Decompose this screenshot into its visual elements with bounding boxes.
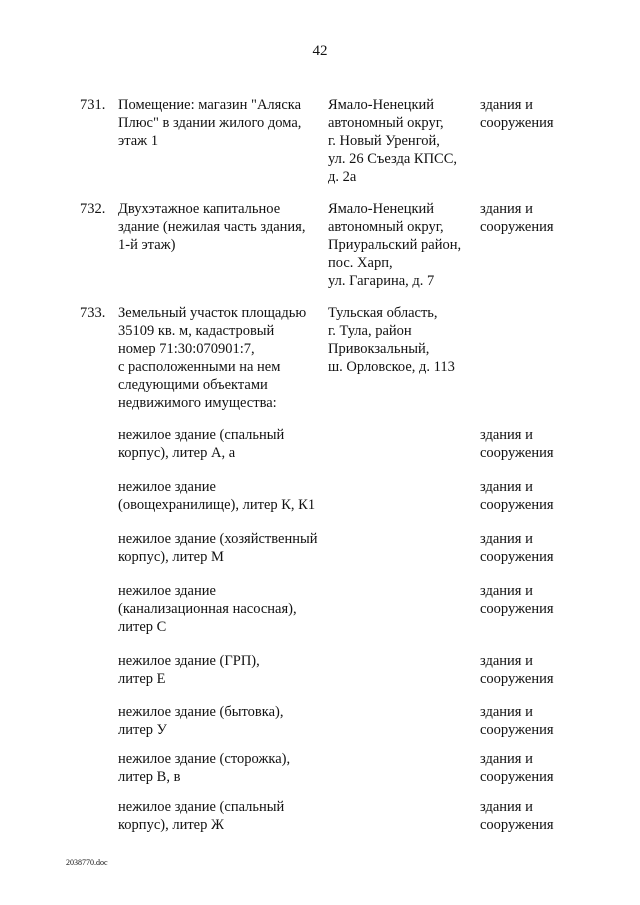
- description-line: нежилое здание (бытовка),: [118, 704, 284, 720]
- description-line: корпус), литер М: [118, 549, 224, 565]
- category-line: здания и: [480, 799, 533, 815]
- address-line: пос. Харп,: [328, 255, 393, 271]
- sub-item-description: [118, 652, 328, 688]
- sub-item-description: [118, 530, 328, 566]
- address-line: г. Тула, район: [328, 323, 412, 339]
- description-line: (канализационная насосная),: [118, 601, 297, 617]
- description-line: Двухэтажное капитальное: [118, 201, 281, 217]
- address-line: ул. Гагарина, д. 7: [328, 273, 435, 289]
- category-line: сооружения: [480, 722, 554, 738]
- sub-item-description: [118, 582, 328, 636]
- entry-description: [118, 304, 328, 412]
- description-line: литер Е: [118, 671, 166, 687]
- description-line: с расположенными на нем: [118, 359, 281, 375]
- entry-description: [118, 200, 328, 254]
- address-line: Тульская область,: [328, 305, 438, 321]
- category-line: здания и: [480, 583, 533, 599]
- address-line: Ямало-Ненецкий: [328, 201, 435, 217]
- description-line: корпус), литер А, а: [118, 445, 236, 461]
- entry-number: 732.: [80, 201, 106, 217]
- category-line: сооружения: [480, 601, 554, 617]
- sub-item-category: [480, 750, 580, 786]
- description-line: Плюс" в здании жилого дома,: [118, 115, 302, 131]
- description-line: нежилое здание (спальный: [118, 427, 285, 443]
- category-line: здания и: [480, 653, 533, 669]
- description-line: (овощехранилище), литер К, К1: [118, 497, 316, 513]
- description-line: этаж 1: [118, 133, 159, 149]
- address-line: Привокзальный,: [328, 341, 430, 357]
- sub-item-category: [480, 426, 580, 462]
- sub-item-description: [118, 703, 328, 739]
- description-line: номер 71:30:070901:7,: [118, 341, 255, 357]
- page-number: 42: [312, 43, 328, 59]
- address-line: Приуральский район,: [328, 237, 462, 253]
- entry-description: [118, 96, 328, 150]
- category-line: сооружения: [480, 497, 554, 513]
- entry-address: [328, 304, 478, 376]
- entry-number: 733.: [80, 305, 106, 321]
- sub-item-description: [118, 750, 328, 786]
- description-line: литер С: [118, 619, 167, 635]
- description-line: недвижимого имущества:: [118, 395, 277, 411]
- sub-item-description: [118, 478, 328, 514]
- sub-item-category: [480, 582, 580, 618]
- category-line: здания и: [480, 479, 533, 495]
- category-line: здания и: [480, 531, 533, 547]
- entry-number: 731.: [80, 97, 106, 113]
- category-line: здания и: [480, 201, 533, 217]
- address-line: д. 2а: [328, 169, 357, 185]
- document-filename: 2038770.doc: [66, 858, 108, 867]
- address-line: автономный округ,: [328, 219, 444, 235]
- entry-category: [480, 96, 580, 132]
- entry-category: [480, 200, 580, 236]
- description-line: литер В, в: [118, 769, 181, 785]
- description-line: Помещение: магазин "Аляска: [118, 97, 302, 113]
- sub-item-category: [480, 478, 580, 514]
- sub-item-description: [118, 798, 328, 834]
- address-line: Ямало-Ненецкий: [328, 97, 435, 113]
- sub-item-category: [480, 652, 580, 688]
- description-line: Земельный участок площадью: [118, 305, 307, 321]
- category-line: сооружения: [480, 445, 554, 461]
- description-line: нежилое здание (спальный: [118, 799, 285, 815]
- description-line: корпус), литер Ж: [118, 817, 224, 833]
- address-line: ул. 26 Съезда КПСС,: [328, 151, 458, 167]
- sub-item-category: [480, 703, 580, 739]
- category-line: сооружения: [480, 671, 554, 687]
- description-line: нежилое здание: [118, 583, 216, 599]
- category-line: сооружения: [480, 549, 554, 565]
- category-line: здания и: [480, 751, 533, 767]
- entry-address: [328, 96, 478, 186]
- description-line: 1-й этаж): [118, 237, 176, 253]
- category-line: сооружения: [480, 115, 554, 131]
- address-line: ш. Орловское, д. 113: [328, 359, 455, 375]
- category-line: сооружения: [480, 219, 554, 235]
- description-line: нежилое здание: [118, 479, 216, 495]
- category-line: сооружения: [480, 769, 554, 785]
- description-line: следующими объектами: [118, 377, 268, 393]
- address-line: автономный округ,: [328, 115, 444, 131]
- category-line: здания и: [480, 97, 533, 113]
- sub-item-category: [480, 798, 580, 834]
- entry-address: [328, 200, 478, 290]
- description-line: литер У: [118, 722, 167, 738]
- address-line: г. Новый Уренгой,: [328, 133, 440, 149]
- description-line: здание (нежилая часть здания,: [118, 219, 306, 235]
- sub-item-category: [480, 530, 580, 566]
- description-line: 35109 кв. м, кадастровый: [118, 323, 275, 339]
- description-line: нежилое здание (хозяйственный: [118, 531, 318, 547]
- description-line: нежилое здание (сторожка),: [118, 751, 291, 767]
- sub-item-description: [118, 426, 328, 462]
- description-line: нежилое здание (ГРП),: [118, 653, 260, 669]
- category-line: сооружения: [480, 817, 554, 833]
- category-line: здания и: [480, 427, 533, 443]
- category-line: здания и: [480, 704, 533, 720]
